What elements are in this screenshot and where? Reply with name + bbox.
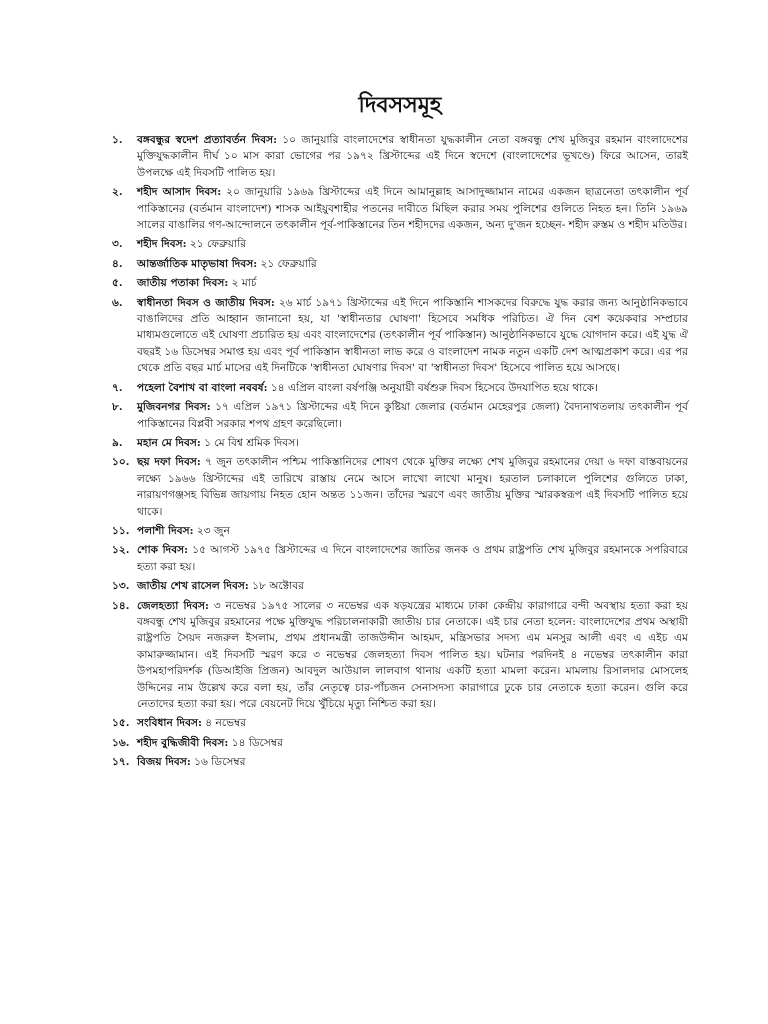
item-number: ২. xyxy=(112,186,123,199)
item-number: ১৫. xyxy=(112,717,130,730)
item-number: ১০. xyxy=(112,456,130,469)
item-number: ৪. xyxy=(112,257,123,270)
item-term: জাতীয় শেখ রাসেল দিবস: xyxy=(137,580,249,593)
item-term: বঙ্গবন্ধুর স্বদেশ প্রত্যাবর্তন দিবস: xyxy=(137,134,277,146)
list-item xyxy=(112,578,688,594)
item-text: ১৮ অক্টোবর xyxy=(248,580,304,593)
item-term: মুজিবনগর দিবস: xyxy=(137,401,211,414)
item-text: ১৪ ডিসেম্বর xyxy=(228,736,283,749)
item-number: ১২. xyxy=(112,544,130,557)
item-text: ১০ জানুয়ারি বাংলাদেশের স্বাধীনতা যুদ্ধকালীন নেতা বঙ্গবন্ধু শেখ মুজিবুর রহমান বাংলাদেশের মুক্তিযুদ্ধকালীন দীর্ঘ ১০ মাস কারা ভোগের পর ১৯৭২ খ্রিস্টাব্দের এই দিনে স্বদেশে (বাংলাদেশের ভূখণ্ডে) ফিরে আসেন, তারই উপলক্ষে এই দিবসটি পালিত হয়। xyxy=(137,134,688,179)
item-number: ৩. xyxy=(112,238,123,251)
item-term: জেলহত্যা দিবস: xyxy=(137,599,209,612)
item-text: ৩ নভেম্বর ১৯৭৫ সালের ৩ নভেম্বর এক ষড়যন্ত্রের মাধ্যমে ঢাকা কেন্দ্রীয় কারাগারে বন্দী অবস্থায় হত্যা করা হয় বঙ্গবন্ধু শেখ মুজিবুর রহমানের পক্ষে মুক্তিযুদ্ধ পরিচালনাকারী জাতীয় চার নেতাকে। এই চার নেতা হলেন: বাংলাদেশের প্রথম অস্থায়ী রাষ্ট্রপতি সৈয়দ নজরুল ইসলাম, প্রথম প্রধানমন্ত্রী তাজউদ্দীন আহমদ, মন্ত্রিসভার সদস্য এম মনসুর আলী এবং এ এইচ এম কামারুজ্জামান। এই দিবসটি স্মরণ করে ৩ নভেম্বর জেলহত্যা দিবস পালিত হয়। ঘটনার পরদিনই ৪ নভেম্বর তৎকালীন কারা উপমহাপরিদর্শক (ডিআইজি প্রিজন) আবদুল আউয়াল লালবাগ থানায় একটি হত্যা মামলা করেন। মামলায় রিসালদার মোসলেহ উদ্দিনের নাম উল্লেখ করে বলা হয়, তাঁর নেতৃত্বে চার-পাঁচজন সেনাসদস্য কারাগারে ঢুকে চার নেতাকে হত্যা করেন। গুলি করে নেতাদের হত্যা করা হয়। পরে বেয়নেট দিয়ে খুঁচিয়ে মৃত্যু নিশ্চিত করা হয়। xyxy=(137,599,688,710)
list-item xyxy=(112,184,688,233)
list-item xyxy=(112,236,688,252)
item-text: ৪ নভেম্বর xyxy=(201,717,247,730)
item-text: ২১ ফেব্রুয়ারি xyxy=(186,238,247,251)
list-item xyxy=(112,542,688,575)
item-number: ৮. xyxy=(112,401,123,414)
item-term: সংবিধান দিবস: xyxy=(137,717,202,730)
item-term: ছয় দফা দিবস: xyxy=(137,456,201,469)
item-term: বিজয় দিবস: xyxy=(137,756,191,769)
item-number: ৫. xyxy=(112,277,123,290)
list-item xyxy=(112,523,688,539)
item-text: ১ মে বিশ্ব শ্রমিক দিবস। xyxy=(200,436,299,449)
item-term: শোক দিবস: xyxy=(137,544,189,557)
item-number: ১৩. xyxy=(112,580,130,593)
item-text: ২৬ মার্চ ১৯৭১ খ্রিস্টাব্দের এই দিনে পাকিস্তানি শাসকদের বিরুদ্ধে যুদ্ধ করার জন্য আনুষ্ঠানিকভাবে বাঙালিদের প্রতি আহ্বান জানানো হয়, যা 'স্বাধীনতার ঘোষণা' হিসেবে সমধিক পরিচিত। ঐ দিন বেশ কয়েকবার সম্প্রচার মাধ্যমগুলোতে এই ঘোষণা প্রচারিত হয় এবং বাংলাদেশের (তৎকালীন পূর্ব পাকিস্তান) আনুষ্ঠানিকভাবে যুদ্ধে যোগদান করে। এই যুদ্ধ ঐ বছরই ১৬ ডিসেম্বর সমাপ্ত হয় এবং পূর্ব পাকিস্তান স্বাধীনতা লাভ করে ও বাংলাদেশ নামক নতুন একটি দেশ আত্মপ্রকাশ করে। এর পর থেকে প্রতি বছর মার্চ মাসের এই দিনটিকে 'স্বাধীনতা ঘোষণার দিবস' বা 'স্বাধীনতা দিবস' হিসেবে পালিত হয়ে আসছে। xyxy=(137,296,688,375)
item-term: শহীদ বুদ্ধিজীবী দিবস: xyxy=(137,736,229,749)
item-term: মহান মে দিবস: xyxy=(137,436,201,449)
item-number: ১৪. xyxy=(112,599,130,612)
list-item xyxy=(112,295,688,377)
item-term: স্বাধীনতা দিবস ও জাতীয় দিবস: xyxy=(137,296,275,309)
item-text: ১৪ এপ্রিল বাংলা বর্ষপঞ্জি অনুযায়ী বর্ষশুরু দিবস হিসেবে উদযাপিত হয়ে থাকে। xyxy=(267,381,598,394)
item-number: ১৬. xyxy=(112,736,130,749)
item-text: ২৩ জুন xyxy=(193,524,230,537)
item-term: আন্তর্জাতিক মাতৃভাষা দিবস: xyxy=(137,257,258,270)
day-list xyxy=(112,132,688,771)
item-number: ৭. xyxy=(112,381,123,394)
page-title: দিবসসমূহ xyxy=(358,93,442,118)
list-item xyxy=(112,399,688,432)
list-item xyxy=(112,132,688,181)
item-text: ১৬ ডিসেম্বর xyxy=(190,756,246,769)
list-item xyxy=(112,435,688,451)
item-number: ১৭. xyxy=(112,756,130,769)
list-item xyxy=(112,454,688,520)
item-text: ২ মার্চ xyxy=(228,277,257,290)
item-text: ১৫ আগস্ট ১৯৭৫ খ্রিস্টাব্দের এ দিনে বাংলাদেশের জাতির জনক ও প্রথম রাষ্ট্রপতি শেখ মুজিবুর রহমানকে সপরিবারে হত্যা করা হয়। xyxy=(137,544,688,573)
list-item xyxy=(112,754,688,770)
list-item xyxy=(112,380,688,396)
item-term: জাতীয় পতাকা দিবস: xyxy=(137,277,229,290)
item-term: পলাশী দিবস: xyxy=(137,524,194,537)
list-item xyxy=(112,256,688,272)
item-term: পহেলা বৈশাখ বা বাংলা নববর্ষ: xyxy=(137,381,268,394)
item-number: ৬. xyxy=(112,296,123,309)
list-item xyxy=(112,715,688,731)
item-text: ৭ জুন তৎকালীন পশ্চিম পাকিস্তানিদের শোষণ থেকে মুক্তির লক্ষ্যে শেখ মুজিবুর রহমানের দেয়া ৬ দফা বাস্তবায়নের লক্ষ্যে ১৯৬৬ খ্রিস্টাব্দের এই তারিখে রাস্তায় নেমে আসে লাখো লাখো মানুষ। হরতাল চলাকালে পুলিশের গুলিতে ঢাকা, নারায়ণগঞ্জসহ বিভিন্ন জায়গায় নিহত হোন অন্তত ১১জন। তাঁদের স্মরণে এবং জাতীয় মুক্তির স্মারকস্বরূপ এই দিবসটি পালিত হয়ে থাকে। xyxy=(137,456,688,518)
item-number: ১১. xyxy=(112,524,130,537)
item-text: ২১ ফেব্রুয়ারি xyxy=(257,257,317,270)
item-term: শহীদ আসাদ দিবস: xyxy=(137,186,222,199)
list-item xyxy=(112,598,688,713)
item-text: ২০ জানুয়ারি ১৯৬৯ খ্রিস্টাব্দের এই দিনে আমানুল্লাহ আসাদুজ্জামান নামের একজন ছাত্রনেতা তৎকালীন পূর্ব পাকিস্তানের (বর্তমান বাংলাদেশ) শাসক আইয়ুবশাহীর পতনের দাবীতে মিছিল করার সময় পুলিশের গুলিতে নিহত হন। তিনি ১৯৬৯ সালের বাঙালির গণ-আন্দোলনে তৎকালীন পূর্ব-পাকিস্তানের তিন শহীদদের একজন, অন্য দু'জন হচ্ছেন- শহীদ রুস্তম ও শহীদ মতিউর। xyxy=(137,186,688,232)
item-text: ১৭ এপ্রিল ১৯৭১ খ্রিস্টাব্দের এই দিনে কুষ্টিয়া জেলার (বর্তমান মেহেরপুর জেলা) বৈদ্যনাথতলায় তৎকালীন পূর্ব পাকিস্তানের বিপ্লবী সরকার শপথ গ্রহণ করেছিলো। xyxy=(137,401,688,430)
list-item xyxy=(112,275,688,291)
item-term: শহীদ দিবস: xyxy=(137,238,187,251)
item-number: ৯. xyxy=(112,436,123,449)
item-number: ১. xyxy=(112,134,123,146)
list-item xyxy=(112,735,688,751)
